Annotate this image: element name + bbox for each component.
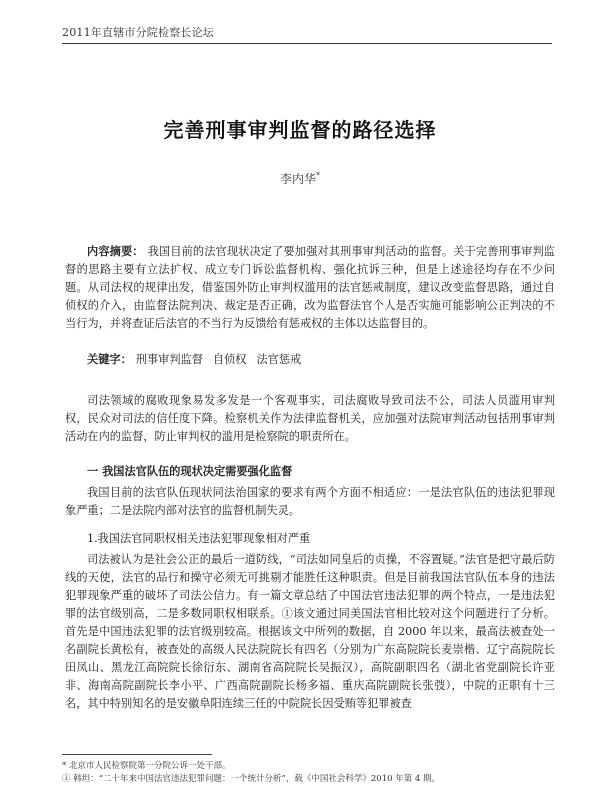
keyword: 法官惩戒 xyxy=(256,353,302,366)
intro-paragraph xyxy=(65,392,555,446)
section-body-text: 我国目前的法官队伍现状同法治国家的要求有两个方面不相适应：一是法官队伍的违法犯罪现象严重；二是法院内部对法官的监督机制失灵。 xyxy=(65,486,555,517)
subsection-body-text: 司法被认为是社会公正的最后一道防线，“司法如同皇后的贞操，不容置疑。”法官是把守最后防线的天使，法官的品行和操守必须无可挑剔才能胜任这种职责。但是目前我国法官队伍本身的违法犯罪现象严重的破坏了司法公信力。有一篇文章总结了中国法官违法犯罪的两个特点，一是违法犯罪的法官级别高，二是多数同职权相联系。①该文通过同美国法官相比较对这个问题进行了分析。首先是中国违法犯罪的法官级别较高。根据该文中所列的数据，自 2000 年以来，最高法被查处一名副院长黄松有，被查处的高级人民法院院长有四名（分别为广东高院院长麦崇楷、辽宁高院院长田凤山、黑龙江高院院长徐衍东、湖南省高院院长吴振汉），高院副职四名（湖北省党副院长许亚非、海南高院副院长李小平、广西高院副院长杨多福、重庆高院副院长张弢），中院的正职有十三名，其中特别知名的是安徽阜阳连续三任的中院院长因受贿等犯罪被查 xyxy=(65,553,555,710)
footnote-rule xyxy=(62,754,212,755)
author-line xyxy=(0,170,600,187)
abstract xyxy=(65,242,555,333)
article-title: 完善刑事审判监督的路径选择 xyxy=(163,118,437,142)
subsection-body xyxy=(65,551,555,713)
author-footnote-mark: * xyxy=(316,171,320,180)
abstract-label: 内容摘要： xyxy=(87,244,144,258)
running-header: 2011年直辖市分院检察长论坛 xyxy=(62,26,214,39)
header-rule xyxy=(62,43,552,44)
section-body xyxy=(65,484,555,520)
section-heading: 一 我国法官队伍的现状决定需要强化监督 xyxy=(87,464,293,478)
intro-text: 司法领域的腐败现象易发多发是一个客观事实，司法腐败导致司法不公，司法人员滥用审判权，民众对司法的信任度下降。检察机关作为法律监督机关，应加强对法院审判活动包括刑事审判活动在内的监督，防止审判权的滥用是检察院的职责所在。 xyxy=(65,394,555,443)
keyword: 自侦权 xyxy=(212,353,247,366)
keyword: 刑事审判监督 xyxy=(135,353,203,366)
abstract-paragraph xyxy=(65,242,555,333)
keywords-label: 关键字： xyxy=(87,352,132,366)
abstract-text: 我国目前的法官现状决定了要加强对其刑事审判活动的监督。关于完善刑事审判监督的思路主要有立法扩权、成立专门诉讼监督机构、强化抗诉三种，但是上述途径均存在不少问题。从司法权的规律出发，借鉴国外防止审判权滥用的法官惩戒制度，建议改变监督思路，通过自侦权的介入，由监督法院判决、裁定是否正确，改为监督法官个人是否实施可能影响公正判决的不当行为，并将查证后法官的不当行为反馈给有惩戒权的主体以达监督目的。 xyxy=(65,245,555,330)
keywords xyxy=(65,350,555,369)
footnote: * 北京市人民检察院第一分院公诉一处干部。 xyxy=(62,761,231,771)
footnotes xyxy=(62,760,552,786)
subsection-heading: 1.我国法官同职权相关违法犯罪现象相对严重 xyxy=(87,532,311,545)
footnote: ① 韩坦：“二十年来中国法官违法犯罪问题：一个统计分析”，载《中国社会科学》2010 年第 4 期。 xyxy=(62,774,441,784)
keywords-line xyxy=(65,350,555,369)
author-name: 李内华 xyxy=(279,172,316,186)
